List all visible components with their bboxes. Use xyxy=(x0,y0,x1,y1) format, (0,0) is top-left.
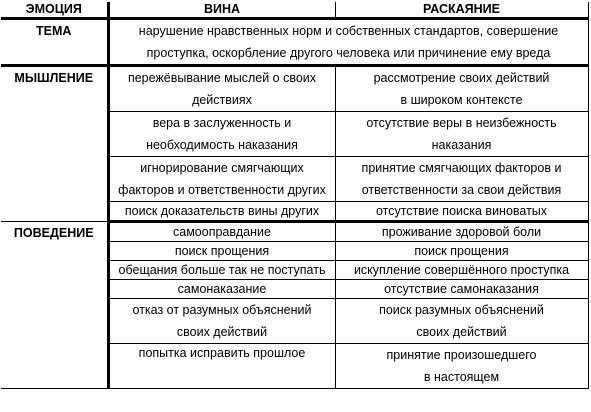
guilt-cell xyxy=(108,202,335,222)
header-guilt: ВИНА xyxy=(108,2,335,19)
guilt-cell xyxy=(108,112,335,157)
topic-row xyxy=(1,19,588,66)
remorse-cell-text: принятие смягчающих факторов и xyxy=(361,161,562,175)
remorse-cell-text: отсутствие самонаказания xyxy=(384,282,539,296)
guilt-cell-text: необходимость наказания xyxy=(146,138,298,152)
guilt-cell-text: отказ от разумных объяснений xyxy=(132,303,312,317)
remorse-cell xyxy=(335,202,588,222)
remorse-cell-text: в широком контексте xyxy=(400,93,523,107)
topic-text-line: нарушение нравственных норм и собственных стандартов, совершение xyxy=(138,24,559,38)
behavior-section xyxy=(1,222,588,389)
thinking-row xyxy=(1,66,588,112)
guilt-cell-text: действиях xyxy=(192,93,252,107)
remorse-cell xyxy=(335,242,588,261)
remorse-cell xyxy=(335,280,588,299)
guilt-cell-text: пережёвывание мыслей о своих xyxy=(127,71,317,85)
remorse-cell-text: поиск прощения xyxy=(414,244,509,258)
guilt-cell-text: факторов и ответственности других xyxy=(118,183,326,197)
remorse-cell xyxy=(335,261,588,280)
section-label-behavior: ПОВЕДЕНИЕ xyxy=(1,222,108,389)
header-emotion: ЭМОЦИЯ xyxy=(1,2,108,19)
guilt-cell xyxy=(108,222,335,242)
remorse-cell-text: проживание здоровой боли xyxy=(381,225,542,239)
remorse-cell-text: своих действий xyxy=(416,325,507,339)
thinking-section xyxy=(1,66,588,222)
header-remorse: РАСКАЯНИЕ xyxy=(335,2,588,19)
remorse-cell-text: отсутствие поиска виноватых xyxy=(375,204,548,218)
behavior-row xyxy=(1,222,588,242)
guilt-cell-text: обещания больше так не поступать xyxy=(118,263,326,277)
guilt-cell xyxy=(108,261,335,280)
guilt-cell xyxy=(108,157,335,202)
topic-text xyxy=(108,19,588,66)
guilt-cell-text: поиск доказательств вины других xyxy=(124,204,320,218)
remorse-cell xyxy=(335,112,588,157)
guilt-cell-text: вера в заслуженность и xyxy=(152,116,292,130)
remorse-cell-text: рассмотрение своих действий xyxy=(373,71,550,85)
topic-text-line: проступка, оскорбление другого человека или причинение ему вреда xyxy=(146,46,551,60)
guilt-cell xyxy=(108,66,335,112)
remorse-cell-text: ответственности за свои действия xyxy=(361,183,562,197)
remorse-cell xyxy=(335,157,588,202)
guilt-cell xyxy=(108,280,335,299)
guilt-cell-text: своих действий xyxy=(176,325,268,339)
guilt-cell xyxy=(108,299,335,344)
remorse-cell xyxy=(335,222,588,242)
remorse-cell-text: отсутствие веры в неизбежность xyxy=(366,116,557,130)
guilt-cell-text: попытка исправить прошлое xyxy=(138,346,306,360)
remorse-cell-text: наказания xyxy=(431,138,492,152)
section-label-topic: ТЕМА xyxy=(1,19,108,66)
remorse-cell-text: искупление совершённого проступка xyxy=(353,263,570,277)
remorse-cell-text: поиск разумных объяснений xyxy=(379,303,544,317)
guilt-cell xyxy=(108,242,335,261)
guilt-cell xyxy=(108,344,335,389)
guilt-cell-text: самонаказание xyxy=(177,282,267,296)
header-row xyxy=(1,2,588,19)
guilt-cell-text: поиск прощения xyxy=(174,244,270,258)
remorse-cell xyxy=(335,344,588,389)
remorse-cell-text: принятие произошедшего xyxy=(386,348,537,362)
guilt-cell-text: игнорирование смягчающих xyxy=(140,161,304,175)
remorse-cell xyxy=(335,299,588,344)
guilt-cell-text: самооправдание xyxy=(173,225,271,239)
remorse-cell xyxy=(335,66,588,112)
remorse-cell-text: в настоящем xyxy=(423,370,500,384)
guilt-remorse-table xyxy=(1,2,589,389)
section-label-thinking: МЫШЛЕНИЕ xyxy=(1,66,108,222)
